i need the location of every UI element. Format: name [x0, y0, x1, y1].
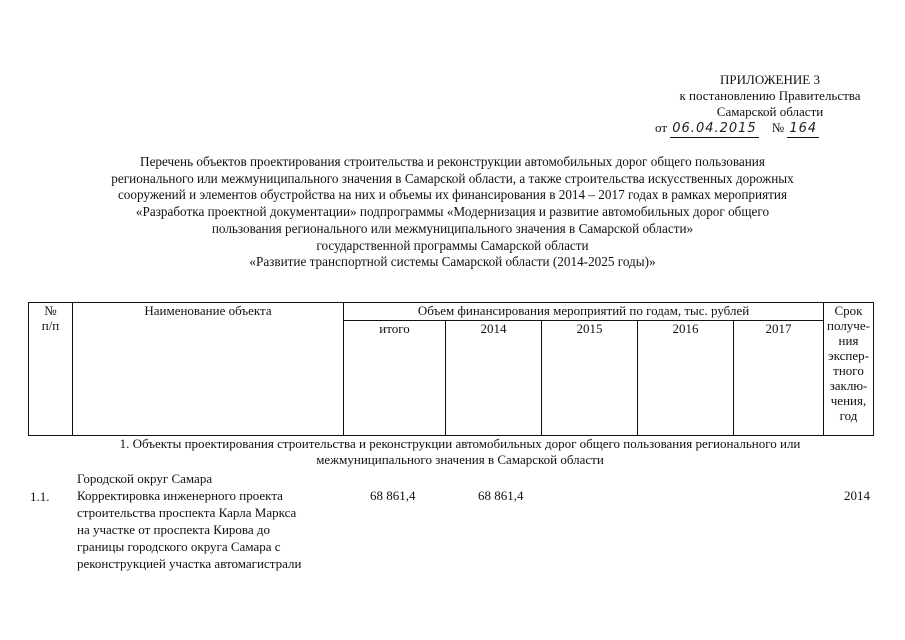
header-object-name: Наименование объекта — [73, 303, 344, 436]
row-term: 2014 — [844, 488, 870, 503]
title-line: Перечень объектов проектирования строительства и реконструкции автомобильных дорог общего пользования — [140, 154, 765, 169]
row-name-line: реконструкцией участка автомагистрали — [77, 556, 302, 571]
title-line: пользования регионального или межмуниципального значения в Самарской области» — [211, 220, 694, 236]
title-line: «Развитие транспортной системы Самарской области (2014-2025 годы)» — [249, 254, 656, 270]
term-line: год — [839, 408, 858, 423]
title-line: государственной программы Самарской области — [316, 237, 589, 253]
row-name-line: строительства проспекта Карла Маркса — [77, 505, 297, 520]
header-term — [824, 303, 874, 436]
row-total: 68 861,4 — [370, 488, 416, 503]
header-year-2015: 2015 — [542, 321, 638, 436]
title-line: сооружений и элементов обустройства на них и объемы их финансирования в 2014 – 2017 годах в рамках мероприятия — [117, 187, 788, 203]
title-line: регионального или межмуниципального значения в Самарской области, а также строительства искусственных дорожных — [111, 170, 794, 186]
term-line: заклю- — [829, 378, 868, 393]
date-prefix: от — [655, 120, 668, 135]
decree-date: 06.04.2015 — [672, 121, 757, 136]
term-line: чения, — [830, 393, 867, 408]
term-line: ния — [838, 333, 859, 348]
appendix-reference: к постановлению Правительства — [679, 88, 861, 103]
funding-table — [28, 302, 874, 436]
title-line: «Разработка проектной документации» подпрограммы «Модернизация и развитие автомобильных дорог общего — [135, 204, 770, 220]
header-year-2016: 2016 — [638, 321, 734, 436]
header-total: итого — [344, 321, 446, 436]
row-2014: 68 861,4 — [478, 488, 524, 503]
row-number: 1.1. — [30, 489, 50, 504]
section-heading — [60, 436, 860, 468]
appendix-region: Самарской области — [716, 104, 824, 119]
term-line: Срок — [834, 303, 863, 318]
decree-number: 164 — [789, 121, 818, 136]
header-year-2014: 2014 — [446, 321, 542, 436]
appendix-date-line — [655, 120, 885, 138]
number-prefix: № — [771, 120, 785, 135]
row-object-name — [77, 470, 347, 572]
row-name-line: Корректировка инженерного проекта — [77, 488, 283, 503]
header-number-l1: № — [44, 303, 57, 318]
header-number-l2: п/п — [41, 318, 60, 333]
row-name-line: Городской округ Самара — [77, 471, 213, 486]
document-title — [55, 154, 850, 271]
row-name-line: на участке от проспекта Кирова до — [77, 522, 271, 537]
appendix-title: ПРИЛОЖЕНИЕ 3 — [720, 72, 820, 87]
header-funding: Объем финансирования мероприятий по годам, тыс. рублей — [344, 303, 824, 321]
header-number — [29, 303, 73, 436]
term-line: экспер- — [828, 348, 869, 363]
section-heading-line: межмуниципального значения в Самарской области — [316, 452, 604, 467]
term-line: тного — [833, 363, 864, 378]
section-heading-line: 1. Объекты проектирования строительства и реконструкции автомобильных дорог общего пользования регионального или — [119, 436, 801, 451]
appendix-header — [655, 72, 885, 138]
header-year-2017: 2017 — [734, 321, 824, 436]
row-name-line: границы городского округа Самара с — [77, 539, 281, 554]
term-line: получе- — [827, 318, 870, 333]
